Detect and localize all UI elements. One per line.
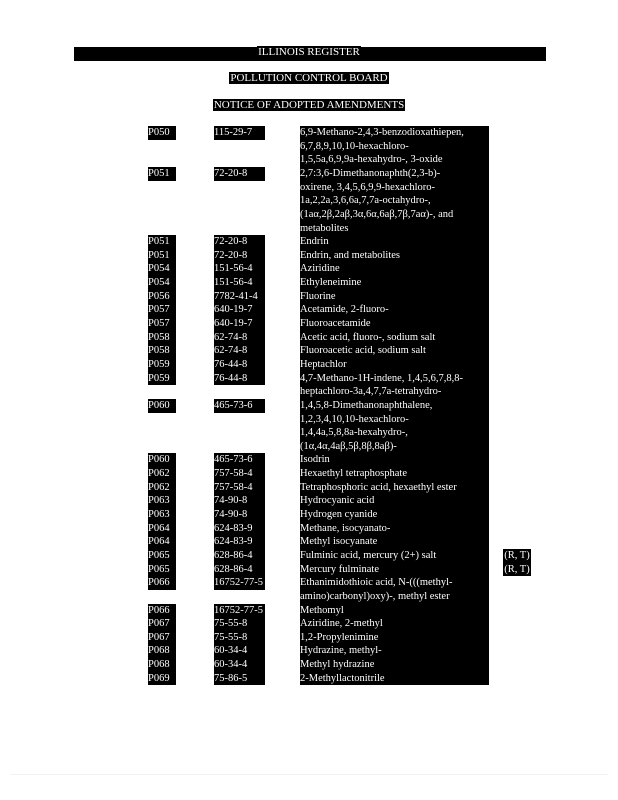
table-row [148,481,548,495]
substance-name [300,290,489,304]
waste-code: P066 [148,604,176,618]
substance-name-line: 1a,2,2a,3,6,6a,7,7a-octahydro-, [300,195,431,207]
substance-name-line: metabolites [300,222,349,234]
table-row [148,262,548,276]
substance-name-line: 2,7:3,6-Dimethanonaphth(2,3-b)- [300,167,441,179]
cas-number: 75-86-5 [214,672,265,686]
substance-name-line: Methyl isocyanate [300,536,378,548]
substance-name-line: Mercury fulminate [300,563,380,575]
cas-number: 72-20-8 [214,249,265,263]
waste-code: P067 [148,617,176,631]
table-row [148,372,548,399]
substance-name [300,344,489,358]
cas-number: 640-19-7 [214,303,265,317]
substance-name [300,522,489,536]
cas-number: 76-44-8 [214,372,265,386]
waste-code: P057 [148,317,176,331]
cas-number: 151-56-4 [214,262,265,276]
substance-name-line: Ethanimidothioic acid, N-(((methyl- [300,577,453,589]
substance-name-line: Hydrazine, methyl- [300,645,382,657]
substance-name [300,262,489,276]
table-row [148,358,548,372]
cas-number: 624-83-9 [214,522,265,536]
table-row [148,317,548,331]
cas-number: 7782-41-4 [214,290,265,304]
cas-number: 74-90-8 [214,508,265,522]
table-row [148,522,548,536]
waste-code: P066 [148,576,176,590]
waste-code: P060 [148,453,176,467]
table-row [148,549,548,563]
waste-code: P057 [148,303,176,317]
substance-name [300,467,489,481]
table-row [148,604,548,618]
substance-name-line: Ethyleneimine [300,277,362,289]
substance-name [300,317,489,331]
substance-name-line: Acetic acid, fluoro-, sodium salt [300,331,436,343]
table-row [148,399,548,454]
waste-code: P062 [148,467,176,481]
table-row [148,276,548,290]
substance-name [300,535,489,549]
substance-name [300,453,489,467]
cas-number: 757-58-4 [214,481,265,495]
cas-number: 72-20-8 [214,167,265,181]
cas-number: 757-58-4 [214,467,265,481]
substance-name-line: Tetraphosphoric acid, hexaethyl ester [300,481,457,493]
substance-name [300,249,489,263]
waste-code: P064 [148,522,176,536]
waste-code: P062 [148,481,176,495]
waste-code: P060 [148,399,176,413]
cas-number: 74-90-8 [214,494,265,508]
waste-code: P051 [148,249,176,263]
cas-number: 151-56-4 [214,276,265,290]
cas-number: 75-55-8 [214,631,265,645]
table-row [148,508,548,522]
substance-name-line: Fluorine [300,290,336,302]
substance-name-line: Endrin, and metabolites [300,249,401,261]
cas-number: 16752-77-5 [214,577,263,589]
substance-name [300,399,489,454]
table-row [148,467,548,481]
table-row [148,617,548,631]
cas-number: 465-73-6 [214,453,265,467]
substance-name-line: Hydrocyanic acid [300,495,375,507]
substance-name [300,358,489,372]
waste-code: P059 [148,372,176,386]
substance-name [300,644,489,658]
notice-title: NOTICE OF ADOPTED AMENDMENTS [213,99,405,111]
substance-name-line: Methyl hydrazine [300,659,375,671]
substance-name [300,617,489,631]
substance-name [300,604,489,618]
substance-name [300,631,489,645]
table-row [148,576,548,603]
substance-name [300,303,489,317]
substance-name [300,167,489,235]
waste-code: P051 [148,167,176,181]
waste-code: P063 [148,494,176,508]
hazard-code: (R, T) [504,549,530,561]
cas-number: 60-34-4 [214,658,265,672]
substance-name [300,494,489,508]
substance-name-line: Methane, isocyanato- [300,522,391,534]
substance-name-line: Acetamide, 2-fluoro- [300,304,389,316]
cas-number: 60-34-4 [214,644,265,658]
substance-name-line: heptachloro-3a,4,7,7a-tetrahydro- [300,386,442,398]
substance-name-line: 6,9-Methano-2,4,3-benzodioxathiepen, [300,127,464,138]
table-row [148,658,548,672]
table-row [148,535,548,549]
substance-name-line: 1,4,4a,5,8,8a-hexahydro-, [300,427,408,439]
substance-name [300,576,489,603]
cas-number: 628-86-4 [214,549,265,563]
substance-name [300,672,489,686]
substance-name-line: (1α,4α,4aβ,5β,8β,8aβ)- [300,440,397,452]
waste-code: P059 [148,358,176,372]
substance-name-line: Endrin [300,236,329,248]
substance-name-line: oxirene, 3,4,5,6,9,9-hexachloro- [300,181,435,193]
substance-name-line: Heptachlor [300,358,347,370]
hazardous-waste-table [148,126,548,685]
substance-name-line: 1,4,5,8-Dimethanonaphthalene, [300,399,433,411]
substance-name-line: Hydrogen cyanide [300,509,378,521]
substance-name-line: 1,2,3,4,10,10-hexachloro- [300,413,409,425]
table-row [148,235,548,249]
substance-name-line: Methomyl [300,604,344,616]
table-row [148,126,548,167]
register-title: ILLINOIS REGISTER [258,46,360,58]
waste-code: P068 [148,644,176,658]
page-bottom-rule [10,774,608,775]
substance-name-line: Fluoroacetic acid, sodium salt [300,345,426,357]
waste-code: P054 [148,276,176,290]
waste-code: P058 [148,344,176,358]
table-row [148,631,548,645]
cas-number: 75-55-8 [214,617,265,631]
table-row [148,167,548,235]
substance-name [300,481,489,495]
waste-code: P069 [148,672,176,686]
cas-number: 16752-77-5 [214,604,263,616]
waste-code: P051 [148,235,176,249]
table-row [148,644,548,658]
table-row [148,331,548,345]
substance-name-line: 1,5,5a,6,9,9a-hexahydro-, 3-oxide [300,154,443,166]
cas-number: 640-19-7 [214,317,265,331]
substance-name-line: Fluoroacetamide [300,318,371,330]
substance-name [300,658,489,672]
substance-name-line: Hexaethyl tetraphosphate [300,468,407,480]
cas-number: 115-29-7 [214,126,265,140]
substance-name-line: (1aα,2β,2aβ,3α,6α,6aβ,7β,7aα)-, and [300,208,454,220]
substance-name-line: Aziridine, 2-methyl [300,618,383,630]
substance-name [300,235,489,249]
substance-name-line: Fulminic acid, mercury (2+) salt [300,549,437,561]
table-row [148,290,548,304]
cas-number: 72-20-8 [214,235,265,249]
substance-name-line: Aziridine [300,263,340,275]
substance-name [300,372,489,399]
substance-name [300,331,489,345]
board-title: POLLUTION CONTROL BOARD [230,72,388,84]
table-row [148,563,548,577]
substance-name [300,126,489,167]
waste-code: P067 [148,631,176,645]
substance-name-line: 4,7-Methano-1H-indene, 1,4,5,6,7,8,8- [300,372,464,384]
substance-name-line: 2-Methyllactonitrile [300,672,385,684]
cas-number: 628-86-4 [214,563,265,577]
substance-name-line: Isodrin [300,454,330,466]
table-row [148,672,548,686]
substance-name-line: amino)carbonyl)oxy)-, methyl ester [300,590,450,602]
hazard-code: (R, T) [504,563,530,575]
table-row [148,303,548,317]
substance-name [300,508,489,522]
substance-name [300,563,489,577]
waste-code: P058 [148,331,176,345]
waste-code: P065 [148,549,176,563]
table-row [148,249,548,263]
table-row [148,494,548,508]
substance-name-line: 6,7,8,9,10,10-hexachloro- [300,140,409,152]
substance-name [300,276,489,290]
cas-number: 465-73-6 [214,399,265,413]
cas-number: 62-74-8 [214,344,265,358]
waste-code: P065 [148,563,176,577]
cas-number: 62-74-8 [214,331,265,345]
waste-code: P050 [148,126,176,140]
substance-name-line: 1,2-Propylenimine [300,631,379,643]
cas-number: 624-83-9 [214,535,265,549]
waste-code: P054 [148,262,176,276]
table-row [148,344,548,358]
waste-code: P063 [148,508,176,522]
waste-code: P056 [148,290,176,304]
table-row [148,453,548,467]
waste-code: P068 [148,658,176,672]
cas-number: 76-44-8 [214,358,265,372]
substance-name [300,549,489,563]
waste-code: P064 [148,535,176,549]
